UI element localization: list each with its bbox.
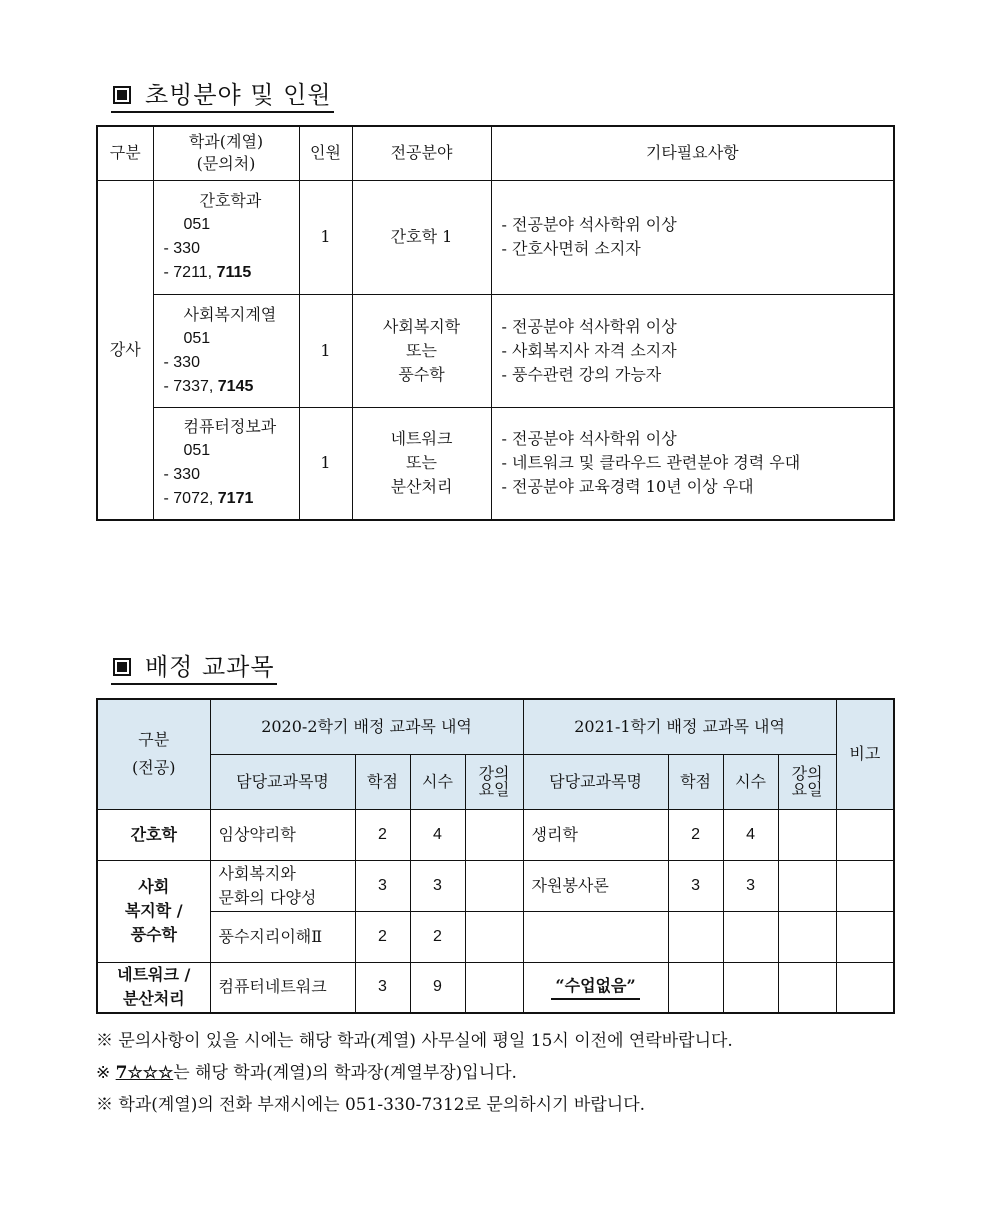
day-cell <box>465 911 523 962</box>
hours-cell <box>723 962 778 1013</box>
header-subject: 담당교과목명 <box>210 754 355 809</box>
remark-cell <box>836 962 894 1013</box>
subject-cell <box>523 911 668 962</box>
hours-cell: 3 <box>723 860 778 911</box>
day-cell <box>465 962 523 1013</box>
major-cell <box>97 860 210 962</box>
credit-cell: 3 <box>668 860 723 911</box>
field-line: 네트워크 <box>390 429 453 449</box>
count-cell: 1 <box>299 407 352 520</box>
header-major-line1: 구분 <box>138 730 170 750</box>
credit-cell <box>668 911 723 962</box>
remark-cell <box>836 911 894 962</box>
dept-name: 간호학과 <box>199 191 262 210</box>
remark-cell <box>836 860 894 911</box>
courses-header-row-1 <box>97 699 894 754</box>
header-day <box>465 754 523 809</box>
header-hours: 시수 <box>410 754 465 809</box>
section2-title-text: 배정 교과목 <box>145 653 275 681</box>
courses-row-nursing <box>97 809 894 860</box>
field-cell <box>352 180 491 294</box>
subject-line: 문화의 다양성 <box>218 887 317 907</box>
subject-cell: 임상약리학 <box>210 809 355 860</box>
credit-cell: 3 <box>355 860 410 911</box>
dept-cell <box>153 294 299 407</box>
day-cell <box>465 860 523 911</box>
requirements-cell <box>491 294 894 407</box>
phone-prefix: - 330 <box>163 466 200 484</box>
major-line: 복지학 / <box>124 901 183 920</box>
field-cell <box>352 407 491 520</box>
notes <box>96 1025 733 1121</box>
field-line: 또는 <box>406 453 437 473</box>
no-class-label: “수업없음” <box>551 974 639 1000</box>
black-square-icon <box>113 86 131 104</box>
courses-row-network <box>97 962 894 1013</box>
section-title-courses <box>111 652 277 685</box>
requirement-item: - 네트워크 및 클라우드 관련분야 경력 우대 <box>501 453 801 473</box>
subject-cell: 풍수지리이해Ⅱ <box>210 911 355 962</box>
subject-cell: 생리학 <box>523 809 668 860</box>
major-cell <box>97 962 210 1013</box>
dept-cell <box>153 180 299 294</box>
credit-cell: 3 <box>355 962 410 1013</box>
header-day <box>778 754 836 809</box>
courses-table <box>96 698 895 1014</box>
field-line: 또는 <box>406 340 437 360</box>
note-marker: ※ <box>96 1063 116 1083</box>
phone-ext-head: 7145 <box>217 377 254 395</box>
dept-name: 컴퓨터정보과 <box>183 417 277 437</box>
day-cell <box>778 911 836 962</box>
dept-cell <box>153 407 299 520</box>
day-cell <box>465 809 523 860</box>
requirement-item: - 전공분야 교육경력 10년 이상 우대 <box>501 477 754 497</box>
major-line: 사회 <box>138 877 170 896</box>
field-line: 풍수학 <box>398 364 445 384</box>
day-cell <box>778 962 836 1013</box>
phone-prefix: - 330 <box>163 353 200 371</box>
hours-cell: 4 <box>723 809 778 860</box>
requirements-cell <box>491 407 894 520</box>
category-lecturer: 강사 <box>97 180 153 520</box>
note-code: 7☆☆☆ <box>115 1063 174 1083</box>
note-head-text: 는 해당 학과(계열)의 학과장(계열부장)입니다. <box>173 1063 517 1083</box>
subject-cell <box>210 860 355 911</box>
subject-cell: 자원봉사론 <box>523 860 668 911</box>
phone-ext-head: 7171 <box>217 490 254 508</box>
header-semester-2020-2: 2020-2학기 배정 교과목 내역 <box>210 699 523 754</box>
header-other: 기타필요사항 <box>491 126 894 180</box>
day-cell <box>778 809 836 860</box>
subject-line: 사회복지와 <box>218 863 296 883</box>
phone-area: 051 <box>183 216 211 233</box>
recruitment-row-social-welfare <box>97 294 894 407</box>
header-day-line2: 요일 <box>478 779 510 799</box>
courses-row-social-welfare-2 <box>97 911 894 962</box>
header-count: 인원 <box>299 126 352 180</box>
hours-cell: 4 <box>410 809 465 860</box>
header-day-line1: 강의 <box>791 763 823 783</box>
section-title-recruitment <box>111 80 334 113</box>
phone-ext-head: 7115 <box>216 264 252 281</box>
requirement-item: - 전공분야 석사학위 이상 <box>501 429 677 449</box>
header-hours: 시수 <box>723 754 778 809</box>
phone-area: 051 <box>183 329 211 347</box>
header-remark: 비고 <box>836 699 894 809</box>
requirement-item: - 사회복지사 자격 소지자 <box>501 340 677 360</box>
count-cell: 1 <box>299 180 352 294</box>
requirement-item: - 풍수관련 강의 가능자 <box>501 364 662 384</box>
header-dept <box>153 126 299 180</box>
hours-cell: 3 <box>410 860 465 911</box>
phone-ext-plain: - 7072, <box>163 490 218 508</box>
phone-area: 051 <box>183 442 211 460</box>
note-alt-phone: ※ 학과(계열)의 전화 부재시에는 051-330-7312로 문의하시기 바랍니다. <box>96 1095 646 1115</box>
day-cell <box>778 860 836 911</box>
count-cell: 1 <box>299 294 352 407</box>
recruitment-row-nursing <box>97 180 894 294</box>
phone-prefix: - 330 <box>163 240 200 257</box>
header-dept-line2: (문의처) <box>196 154 256 174</box>
major-line: 네트워크 / <box>117 965 191 985</box>
requirements-cell <box>491 180 894 294</box>
header-dept-line1: 학과(계열) <box>188 132 264 152</box>
field-cell <box>352 294 491 407</box>
courses-header-row-2 <box>97 754 894 809</box>
phone-ext <box>164 487 299 511</box>
header-day-line1: 강의 <box>478 763 510 783</box>
major-line: 분산처리 <box>122 989 185 1009</box>
phone-ext-plain: - 7211, <box>163 264 217 281</box>
field-line: 사회복지학 <box>382 316 461 336</box>
header-major-line2: (전공) <box>132 758 176 778</box>
phone-ext-plain: - 7337, <box>163 377 218 395</box>
field-line: 분산처리 <box>390 477 453 497</box>
subject-cell: 컴퓨터네트워크 <box>210 962 355 1013</box>
black-square-icon <box>113 658 131 676</box>
credit-cell: 2 <box>668 809 723 860</box>
major-cell: 간호학 <box>97 809 210 860</box>
credit-cell: 2 <box>355 911 410 962</box>
recruitment-header-row <box>97 126 894 180</box>
header-category: 구분 <box>97 126 153 180</box>
credit-cell: 2 <box>355 809 410 860</box>
header-major <box>97 699 210 809</box>
hours-cell <box>723 911 778 962</box>
courses-row-social-welfare-1 <box>97 860 894 911</box>
major-line: 풍수학 <box>130 925 177 944</box>
requirement-item: - 전공분야 석사학위 이상 <box>501 215 677 234</box>
phone-ext <box>164 261 299 285</box>
field-line: 간호학 1 <box>390 227 453 246</box>
credit-cell <box>668 962 723 1013</box>
section1-title-text: 초빙분야 및 인원 <box>145 81 332 109</box>
phone-ext <box>164 375 299 399</box>
requirement-item: - 전공분야 석사학위 이상 <box>501 316 677 336</box>
header-day-line2: 요일 <box>791 779 823 799</box>
subject-cell <box>523 962 668 1013</box>
header-subject: 담당교과목명 <box>523 754 668 809</box>
recruitment-table <box>96 125 895 521</box>
note-contact-time: ※ 문의사항이 있을 시에는 해당 학과(계열) 사무실에 평일 15시 이전에 연락바랍니다. <box>96 1031 733 1051</box>
header-credit: 학점 <box>668 754 723 809</box>
note-head-of-dept <box>96 1057 733 1089</box>
header-credit: 학점 <box>355 754 410 809</box>
hours-cell: 9 <box>410 962 465 1013</box>
header-semester-2021-1: 2021-1학기 배정 교과목 내역 <box>523 699 836 754</box>
requirement-item: - 간호사면허 소지자 <box>501 239 641 258</box>
remark-cell <box>836 809 894 860</box>
header-field: 전공분야 <box>352 126 491 180</box>
hours-cell: 2 <box>410 911 465 962</box>
dept-name: 사회복지계열 <box>183 304 277 324</box>
recruitment-row-computer <box>97 407 894 520</box>
